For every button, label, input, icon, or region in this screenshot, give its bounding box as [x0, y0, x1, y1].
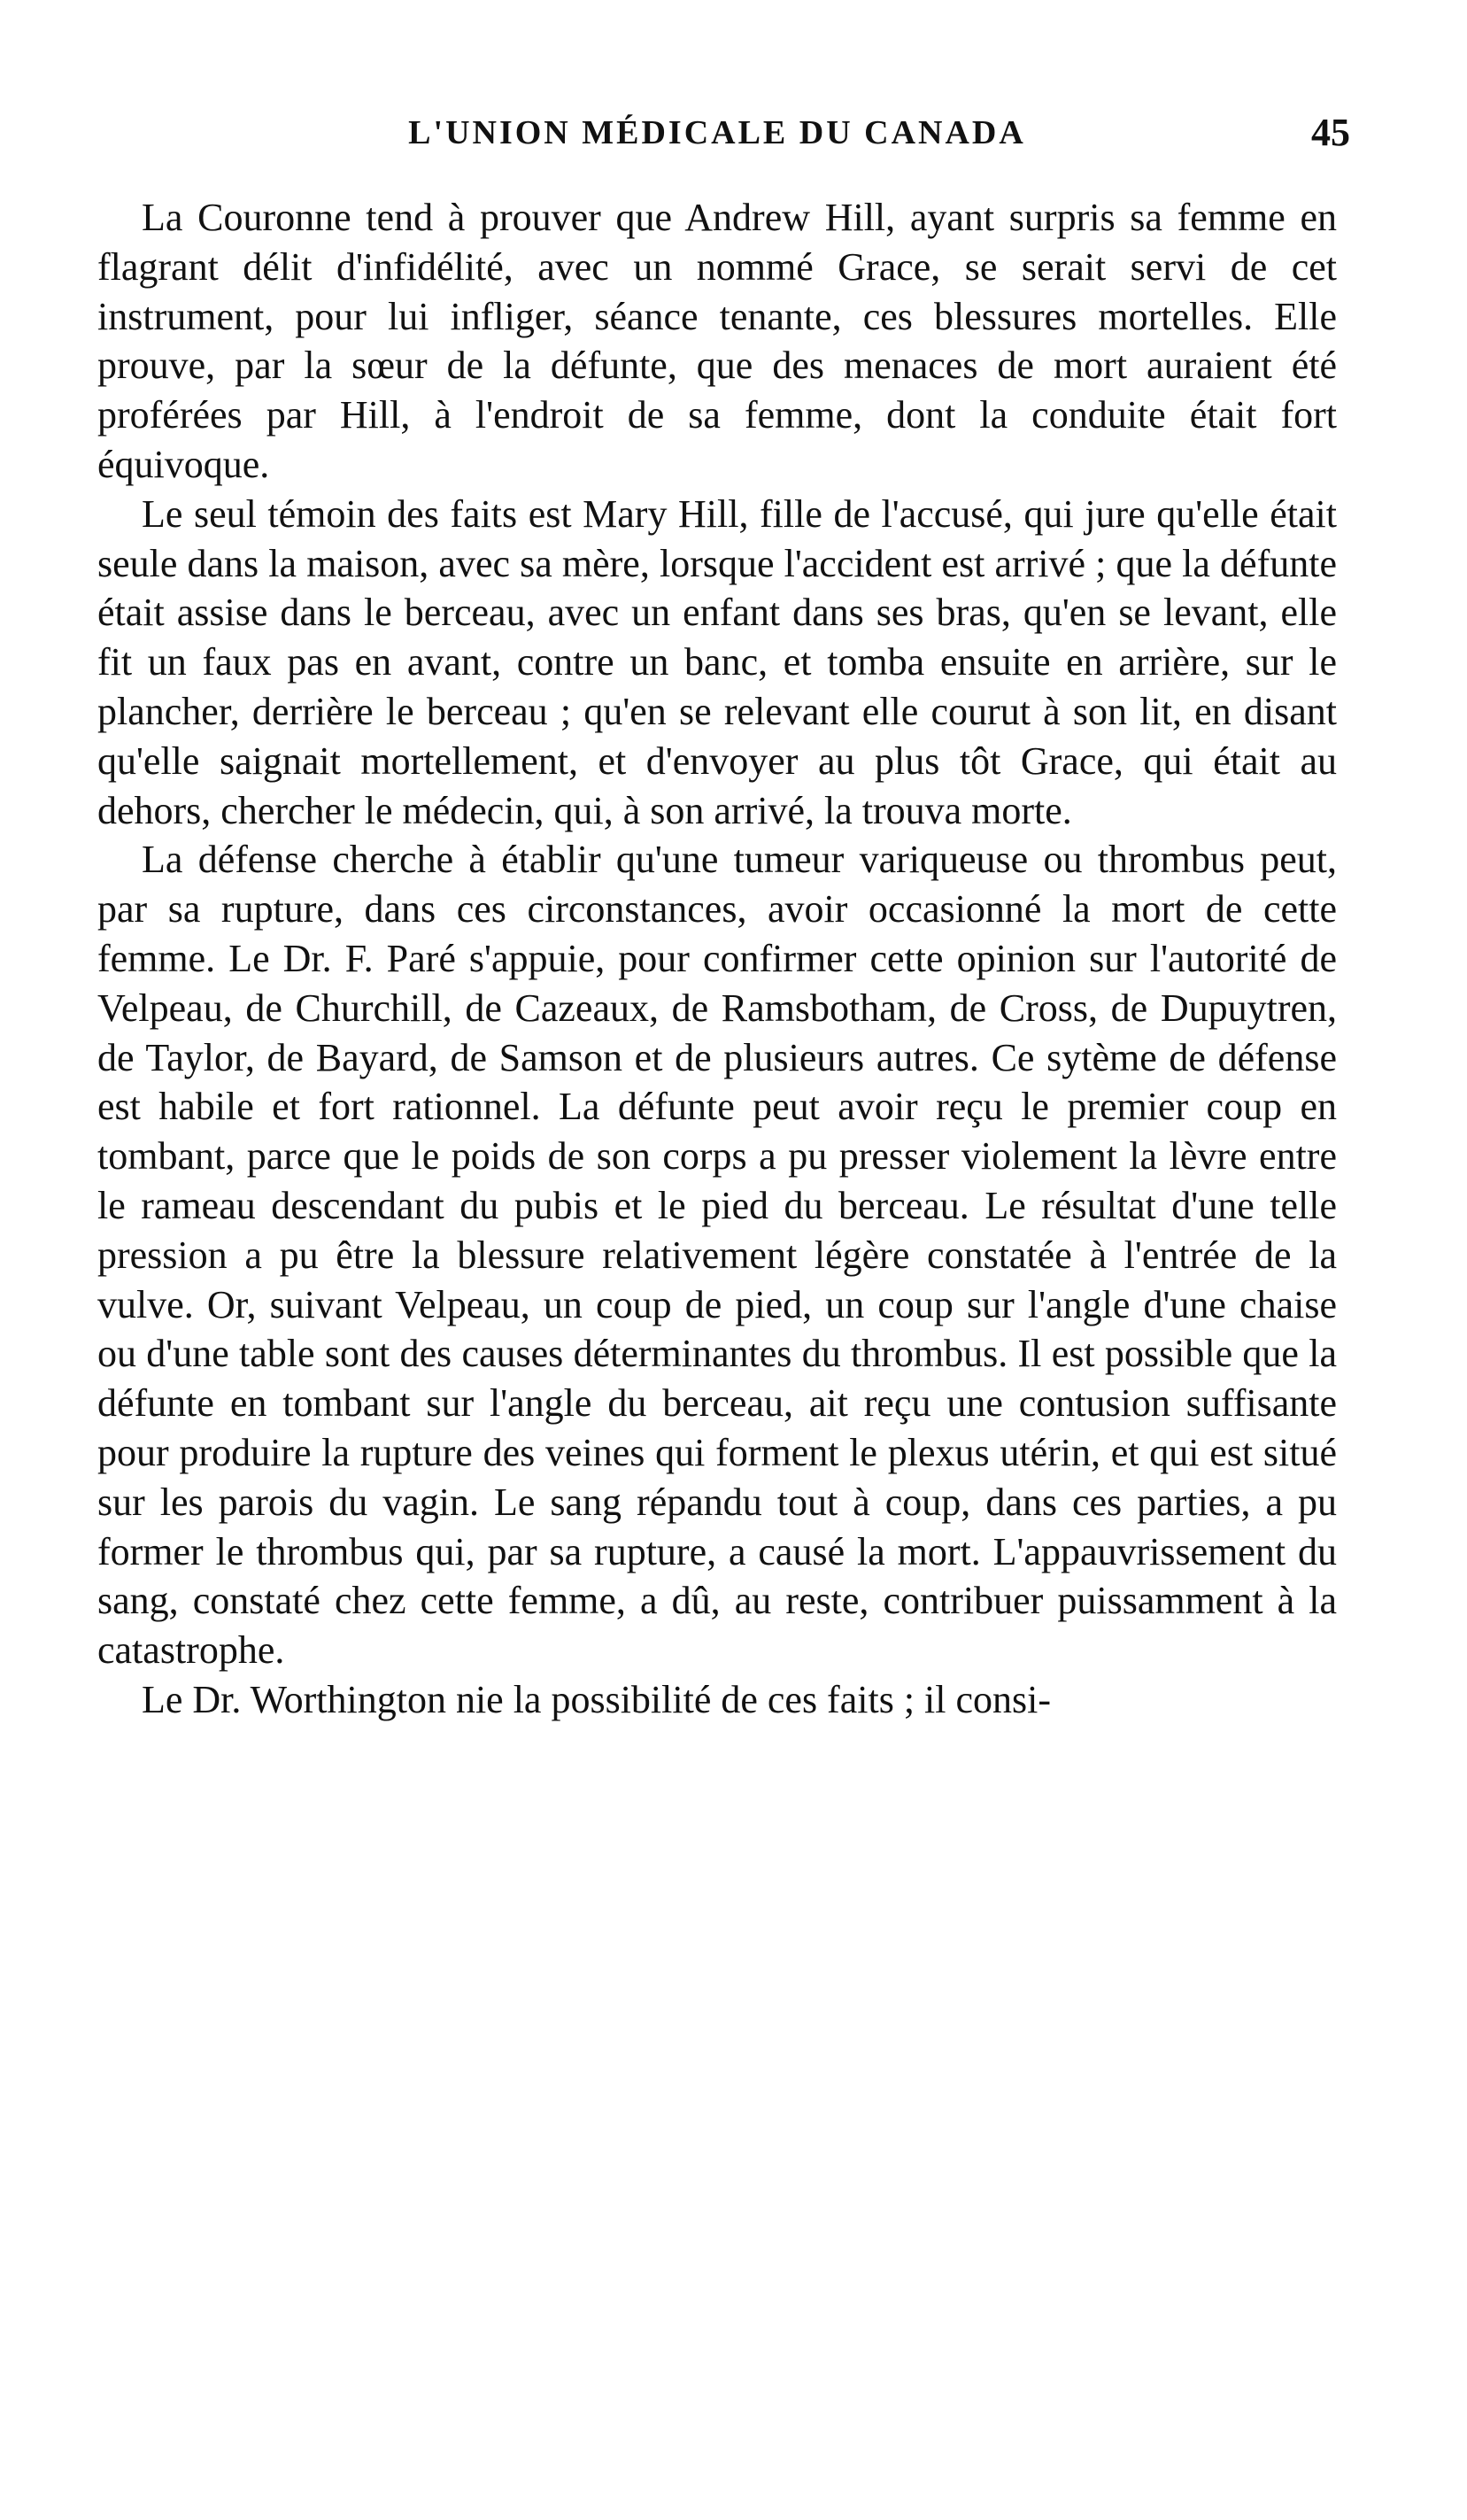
running-header — [97, 106, 1350, 159]
page-number: 45 — [1311, 111, 1350, 154]
paragraph-witness-testimony: Le seul témoin des faits est Mary Hill, fille de l'accusé, qui jure qu'elle était seule dans la maison, avec sa mère, lorsque l'accident est arrivé ; que la défunte était assise dans le berceau, avec un enfant dans ses bras, qu'en se levant, elle fit un faux pas en avant, contre un banc, et tomba ensuite en arrière, sur le plancher, derrière le berceau ; qu'en se relevant elle courut à son lit, en disant qu'elle saignait mortellement, et d'envoyer au plus tôt Grace, qui était au dehors, chercher le médecin, qui, à son arrivé, la trouva morte. — [97, 491, 1337, 832]
paragraph-defense-argument: La défense cherche à établir qu'une tumeur variqueuse ou thrombus peut, par sa rupture, dans ces circonstances, avoir occasionné la mort de cette femme. Le Dr. F. Paré s'appuie, pour confirmer cette opinion sur l'autorité de Velpeau, de Churchill, de Cazeaux, de Ramsbotham, de Cross, de Dupuytren, de Taylor, de Bayard, de Samson et de plusieurs autres. Ce sytème de défense est habile et fort rationnel. La défunte peut avoir reçu le premier coup en tombant, parce que le poids de son corps a pu presser violement la lèvre entre le rameau descendant du pubis et le pied du berceau. Le résultat d'une telle pression a pu être la blessure relativement légère constatée à l'entrée de la vulve. Or, suivant Velpeau, un coup de pied, un coup sur l'angle d'une chaise ou d'une table sont des causes déterminantes du thrombus. Il est possible que la défunte en tombant sur l'angle du berceau, ait reçu une contusion suffisante pour produire la rupture des veines qui forment le plexus utérin, et qui est situé sur les parois du vagin. Le sang répandu tout à coup, dans ces parties, a pu former le thrombus qui, par sa rupture, a causé la mort. L'appauvrissement du sang, constaté chez cette femme, a dû, au reste, contribuer puissamment à la catastrophe. — [97, 838, 1337, 1673]
paragraph-worthington-rebuttal: Le Dr. Worthington nie la possibilité de ces faits ; il consi- — [142, 1677, 1052, 1721]
journal-title: L'UNION MÉDICALE DU CANADA — [408, 114, 1026, 151]
paragraph-crown-evidence: La Couronne tend à prouver que Andrew Hill, ayant surpris sa femme en flagrant délit d'infidélité, avec un nommé Grace, se serait servi de cet instrument, pour lui infliger, séance tenante, ces blessures mortelles. Elle prouve, par la sœur de la défunte, que des menaces de mort auraient été proférées par Hill, à l'endroit de sa femme, dont la conduite était fort équivoque. — [97, 196, 1337, 486]
body-text — [97, 193, 1337, 1725]
